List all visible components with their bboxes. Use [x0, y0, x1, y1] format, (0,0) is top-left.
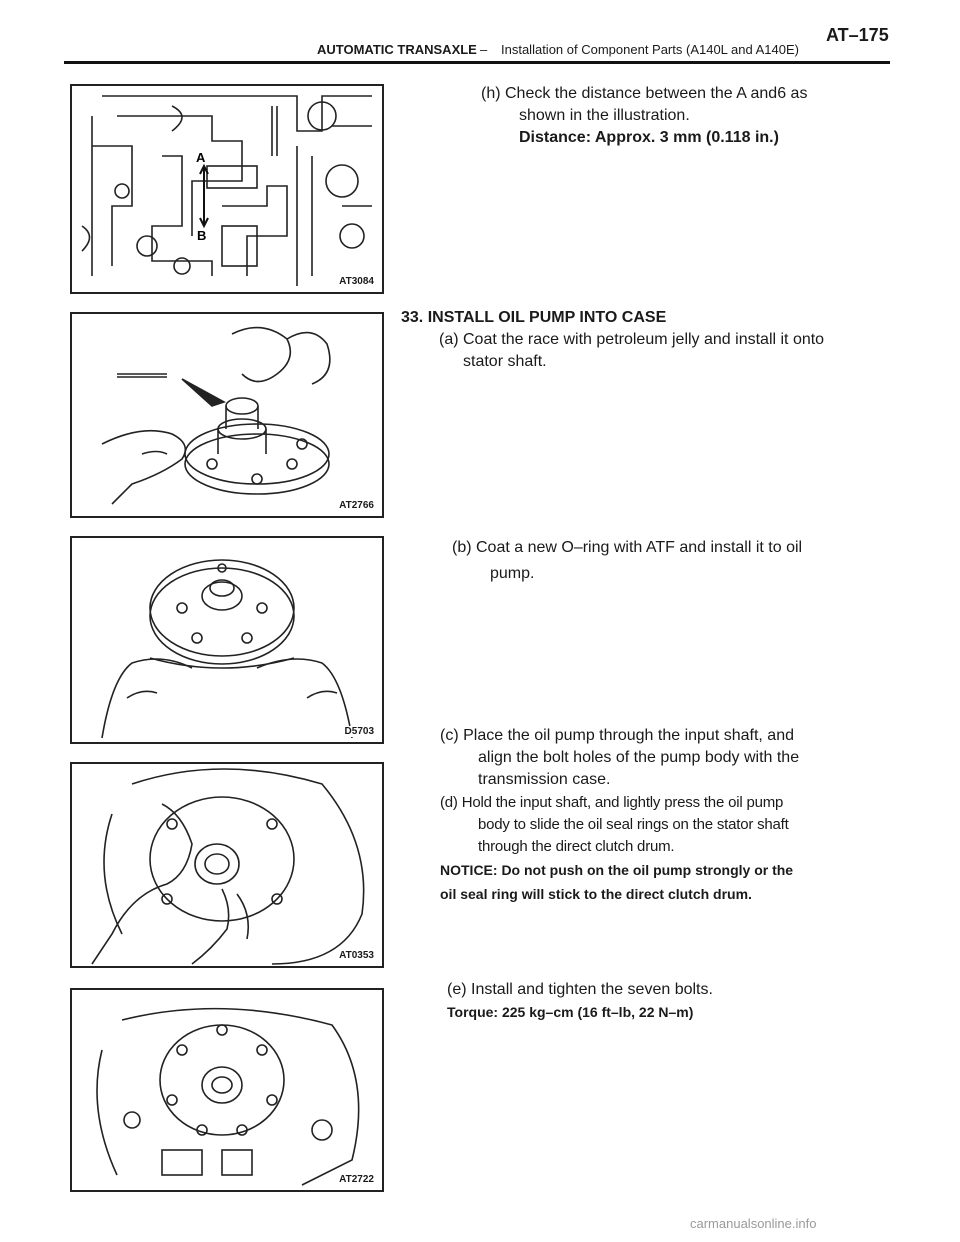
step-d-line2: body to slide the oil seal rings on the stator shaft	[478, 816, 789, 833]
figure-code: AT2722	[339, 1174, 374, 1185]
notice-line1: NOTICE: Do not push on the oil pump strongly or the	[440, 862, 794, 878]
o-ring-illustration	[72, 538, 382, 742]
step-b-line1: (b) Coat a new O–ring with ATF and install it to oil	[452, 539, 803, 556]
step-c	[440, 725, 840, 791]
step-h-line1: (h) Check the distance between the A and6 as	[481, 85, 808, 102]
page-number: AT–175	[826, 25, 889, 45]
step-b-line2: pump.	[490, 565, 535, 582]
step-c-line2: align the bolt holes of the pump body with the	[478, 749, 800, 766]
figure-code: D5703	[344, 726, 374, 737]
watermark: carmanualsonline.info	[690, 1216, 817, 1231]
notice	[440, 858, 850, 906]
step-33a-line1: (a) Coat the race with petroleum jelly and install it onto	[439, 331, 825, 348]
valve-body-illustration	[72, 86, 382, 292]
figure-bolts	[70, 988, 384, 1192]
bolts-illustration	[72, 990, 382, 1190]
step-b	[452, 535, 852, 587]
step-33	[401, 307, 871, 373]
step-c-line1: (c) Place the oil pump through the input shaft, and	[440, 727, 794, 744]
step-h	[481, 83, 871, 149]
step-d-line3: through the direct clutch drum.	[478, 838, 675, 855]
page-header	[0, 18, 960, 68]
label-b: B	[197, 228, 207, 243]
step-d	[440, 792, 840, 858]
figure-valve-body	[70, 84, 384, 294]
step-33a-line2: stator shaft.	[463, 353, 547, 370]
header-dash: –	[480, 42, 488, 57]
figure-code: AT2766	[339, 500, 374, 511]
header-subtitle: Installation of Component Parts (A140L and A140E)	[501, 42, 799, 57]
figure-oil-pump-race	[70, 312, 384, 518]
pump-into-case-illustration	[72, 764, 382, 966]
step-e-spec: Torque: 225 kg–cm (16 ft–lb, 22 N–m)	[447, 1004, 694, 1020]
step-d-line1: (d) Hold the input shaft, and lightly press the oil pump	[440, 794, 784, 811]
header-section-title: AUTOMATIC TRANSAXLE	[317, 42, 477, 57]
figure-o-ring	[70, 536, 384, 744]
step-h-spec: Distance: Approx. 3 mm (0.118 in.)	[519, 129, 779, 146]
figure-code: AT3084	[339, 276, 374, 287]
figure-pump-into-case	[70, 762, 384, 968]
figure-code: AT0353	[339, 950, 374, 961]
label-a: A	[196, 150, 206, 165]
oil-pump-race-illustration	[72, 314, 382, 516]
step-e-line1: (e) Install and tighten the seven bolts.	[447, 981, 713, 998]
step-c-line3: transmission case.	[478, 771, 611, 788]
step-h-line2: shown in the illustration.	[519, 107, 690, 124]
step-e	[447, 979, 847, 1024]
header-rule	[64, 61, 890, 64]
step-33-heading: 33. INSTALL OIL PUMP INTO CASE	[401, 309, 667, 326]
notice-line2: oil seal ring will stick to the direct clutch drum.	[440, 886, 752, 902]
